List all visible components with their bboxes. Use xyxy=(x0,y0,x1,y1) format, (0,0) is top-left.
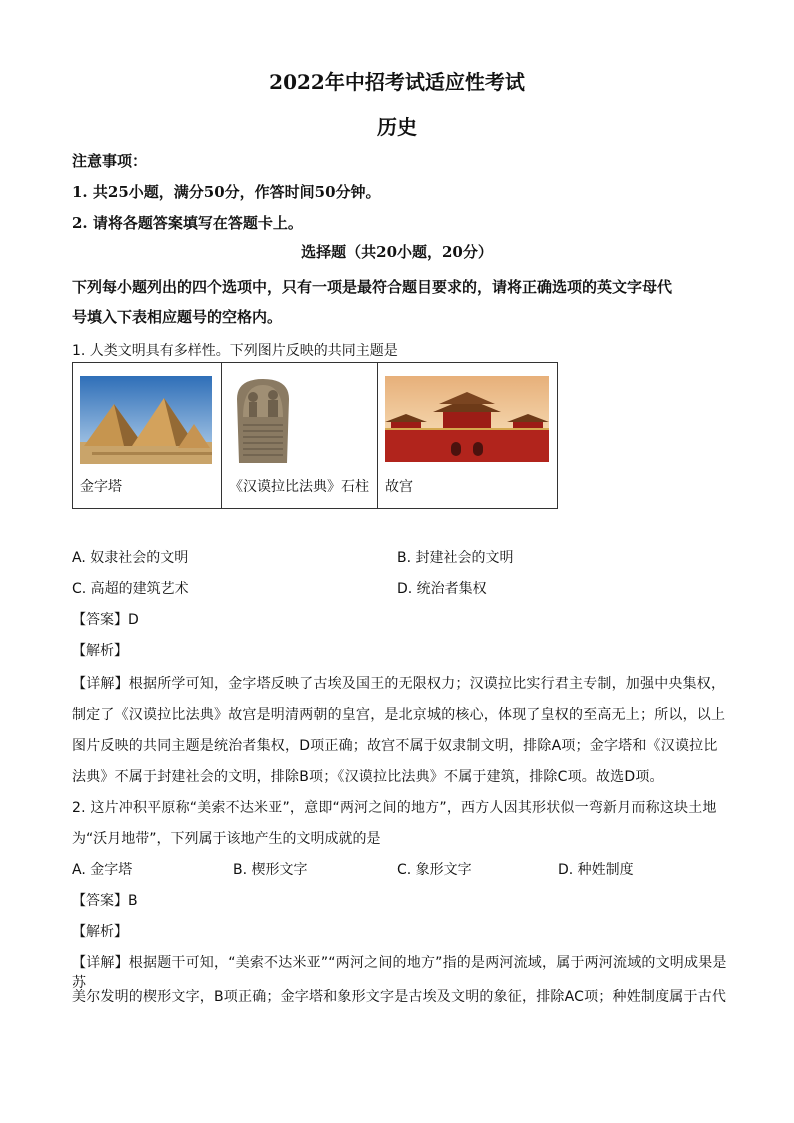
q1-stem: 1. 人类文明具有多样性。下列图片反映的共同主题是 xyxy=(72,343,398,359)
section-instruction-line2: 号填入下表相应题号的空格内。 xyxy=(72,308,283,326)
q2-option-d: D. 种姓制度 xyxy=(558,862,634,878)
notice-heading: 注意事项： xyxy=(72,152,148,170)
q2-analysis-label: 【解析】 xyxy=(72,924,128,940)
q1-detail-line-1: 【详解】根据所学可知，金字塔反映了古埃及国王的无限权力；汉谟拉比实行君主专制，加强中央集权， xyxy=(72,676,726,692)
q2-stem-line-2: 为“沃月地带”，下列属于该地产生的文明成就的是 xyxy=(72,831,381,847)
forbidden-city-image xyxy=(385,376,549,462)
q2-option-a: A. 金字塔 xyxy=(72,862,133,878)
q2-option-b: B. 楔形文字 xyxy=(233,862,308,878)
q1-caption-pyramids: 金字塔 xyxy=(80,479,122,495)
q2-answer: 【答案】B xyxy=(72,893,138,909)
q1-option-c: C. 高超的建筑艺术 xyxy=(72,581,189,597)
stele-image xyxy=(231,377,295,463)
q1-caption-stele: 《汉谟拉比法典》石柱 xyxy=(229,479,369,495)
q1-analysis-label: 【解析】 xyxy=(72,643,128,659)
q1-option-b: B. 封建社会的文明 xyxy=(397,550,514,566)
exam-title: 2022年中招考试适应性考试 xyxy=(269,70,525,94)
q1-image-cell-forbidden-city xyxy=(378,363,557,508)
exam-subject: 历史 xyxy=(377,115,417,139)
section-title: 选择题（共20小题，20分） xyxy=(301,243,493,261)
q1-image-table xyxy=(72,362,558,509)
q1-image-cell-stele xyxy=(222,363,377,508)
q1-option-a: A. 奴隶社会的文明 xyxy=(72,550,189,566)
q1-image-cell-pyramids xyxy=(73,363,221,508)
q1-detail-line-3: 图片反映的共同主题是统治者集权，D项正确；故宫不属于奴隶制文明，排除A项；金字塔和《汉谟拉比 xyxy=(72,738,718,754)
q1-answer: 【答案】D xyxy=(72,612,139,628)
q1-caption-forbidden-city: 故宫 xyxy=(385,479,413,495)
section-instruction-line1: 下列每小题列出的四个选项中，只有一项是最符合题目要求的，请将正确选项的英文字母代 xyxy=(72,278,673,296)
q2-detail-line-1: 【详解】根据题干可知，“美索不达米亚”“两河之间的地方”指的是两河流域，属于两河流域的文明成果是苏 xyxy=(72,955,727,991)
section-instruction xyxy=(72,272,728,332)
q2-option-c: C. 象形文字 xyxy=(397,862,472,878)
q1-detail-line-2: 制定了《汉谟拉比法典》故宫是明清两朝的皇宫，是北京城的核心，体现了皇权的至高无上；所以，以上 xyxy=(72,707,726,723)
notice-item-2: 2. 请将各题答案填写在答题卡上。 xyxy=(72,214,303,232)
notice-item-1: 1. 共25小题，满分50分，作答时间50分钟。 xyxy=(72,183,381,201)
q1-detail-line-4: 法典》不属于封建社会的文明，排除B项；《汉谟拉比法典》不属于建筑，排除C项。故选D项。 xyxy=(72,769,664,785)
q1-option-d: D. 统治者集权 xyxy=(397,581,487,597)
q2-detail-line-2: 美尔发明的楔形文字，B项正确；金字塔和象形文字是古埃及文明的象征，排除AC项；种姓制度属于古代 xyxy=(72,989,727,1005)
pyramids-image xyxy=(80,376,212,464)
q2-stem-line-1: 2. 这片冲积平原称“美索不达米亚”，意即“两河之间的地方”，西方人因其形状似一弯新月而称这块土地 xyxy=(72,800,717,816)
